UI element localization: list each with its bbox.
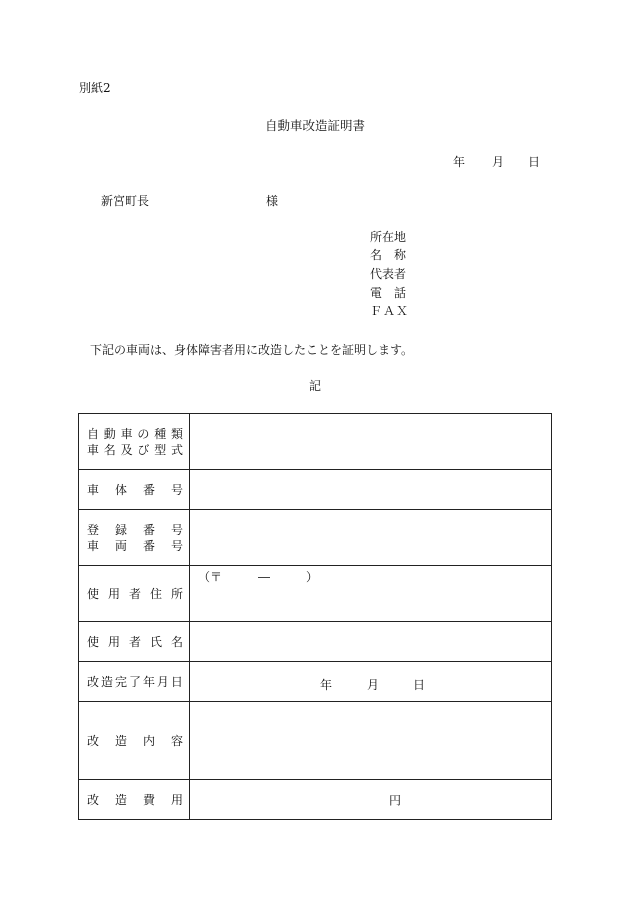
label-char: 改 xyxy=(87,734,100,748)
table-row xyxy=(79,662,552,702)
label-char: 用 xyxy=(170,793,183,807)
table-row xyxy=(79,702,552,780)
label-char: 式 xyxy=(170,443,183,457)
label-char: 月 xyxy=(156,675,169,689)
label-char: 登 xyxy=(87,523,100,537)
row-label-modification-cost xyxy=(79,780,190,820)
vehicle-type-field[interactable] xyxy=(190,414,552,470)
label-char: 了 xyxy=(128,675,141,689)
completion-date-field[interactable] xyxy=(190,662,552,702)
annex-label: 別紙2 xyxy=(79,81,111,95)
label-char: 車 xyxy=(87,483,100,497)
label-char: 年 xyxy=(142,675,155,689)
date-year: 年 xyxy=(453,155,466,169)
completion-year: 年 xyxy=(320,677,333,692)
chassis-number-field[interactable] xyxy=(190,470,552,510)
modification-details-field[interactable] xyxy=(190,702,552,780)
postal-code-placeholder: （〒 ― ） xyxy=(198,570,319,584)
row-label-vehicle-type xyxy=(79,414,190,470)
label-char: 用 xyxy=(107,635,120,649)
label-char: 番 xyxy=(142,483,155,497)
label-char: 動 xyxy=(103,427,116,441)
addressee: 新宮町長 xyxy=(101,194,150,208)
label-char: 両 xyxy=(114,539,127,553)
registration-number-field[interactable] xyxy=(190,510,552,566)
label-char: 車 xyxy=(87,443,100,457)
label-char: 名 xyxy=(103,443,116,457)
yen-unit: 円 xyxy=(389,793,402,807)
label-char: 内 xyxy=(142,734,155,748)
table-row xyxy=(79,470,552,510)
label-char: 使 xyxy=(87,587,100,601)
ki-heading: 記 xyxy=(308,379,321,393)
date-month: 月 xyxy=(492,155,505,169)
table-row xyxy=(79,566,552,622)
label-char: 類 xyxy=(170,427,183,441)
row-label-chassis-number xyxy=(79,470,190,510)
label-char: 用 xyxy=(107,587,120,601)
issuer-representative-label: 代表者 xyxy=(370,267,407,281)
user-address-field[interactable] xyxy=(190,566,552,622)
date-line xyxy=(453,156,540,168)
modification-cost-field[interactable] xyxy=(190,780,552,820)
label-char: 車 xyxy=(120,427,133,441)
label-char: 造 xyxy=(114,734,127,748)
label-char: 日 xyxy=(170,675,183,689)
label-char: 氏 xyxy=(149,635,162,649)
certificate-table xyxy=(78,413,552,820)
label-char: 及 xyxy=(120,443,133,457)
issuer-phone-label: 電 話 xyxy=(370,286,407,300)
certification-statement: 下記の車両は、身体障害者用に改造したことを証明します。 xyxy=(90,343,414,357)
row-label-modification-details xyxy=(79,702,190,780)
label-char: 費 xyxy=(142,793,155,807)
label-char: 者 xyxy=(128,587,141,601)
label-char: 型 xyxy=(154,443,167,457)
row-label-completion-date xyxy=(79,662,190,702)
label-char: 完 xyxy=(114,675,127,689)
honorific: 様 xyxy=(266,194,279,208)
completion-month: 月 xyxy=(367,677,380,692)
row-label-registration-number xyxy=(79,510,190,566)
label-char: 号 xyxy=(170,539,183,553)
table-row xyxy=(79,414,552,470)
label-char: 番 xyxy=(142,523,155,537)
label-char: 者 xyxy=(128,635,141,649)
label-char: 改 xyxy=(87,675,100,689)
issuer-name-label: 名 称 xyxy=(370,248,407,262)
table-row xyxy=(79,622,552,662)
label-char: 容 xyxy=(170,734,183,748)
label-char: 造 xyxy=(100,675,113,689)
table-row xyxy=(79,780,552,820)
label-char: 改 xyxy=(87,793,100,807)
table-row xyxy=(79,510,552,566)
issuer-fax-label: ＦＡＸ xyxy=(370,304,410,318)
label-char: 使 xyxy=(87,635,100,649)
label-char: 番 xyxy=(142,539,155,553)
label-char: 体 xyxy=(114,483,127,497)
date-day: 日 xyxy=(528,155,541,169)
label-char: の xyxy=(137,427,150,441)
label-char: 造 xyxy=(114,793,127,807)
label-char: び xyxy=(137,443,150,457)
issuer-address-label: 所在地 xyxy=(370,230,407,244)
label-char: 車 xyxy=(87,539,100,553)
user-name-field[interactable] xyxy=(190,622,552,662)
row-label-user-address xyxy=(79,566,190,622)
label-char: 号 xyxy=(170,523,183,537)
label-char: 録 xyxy=(114,523,127,537)
label-char: 自 xyxy=(87,427,100,441)
label-char: 名 xyxy=(170,635,183,649)
label-char: 種 xyxy=(154,427,167,441)
completion-day: 日 xyxy=(413,677,426,692)
label-char: 所 xyxy=(170,587,183,601)
row-label-user-name xyxy=(79,622,190,662)
label-char: 住 xyxy=(149,587,162,601)
label-char: 号 xyxy=(170,483,183,497)
document-title: 自動車改造証明書 xyxy=(264,118,365,133)
